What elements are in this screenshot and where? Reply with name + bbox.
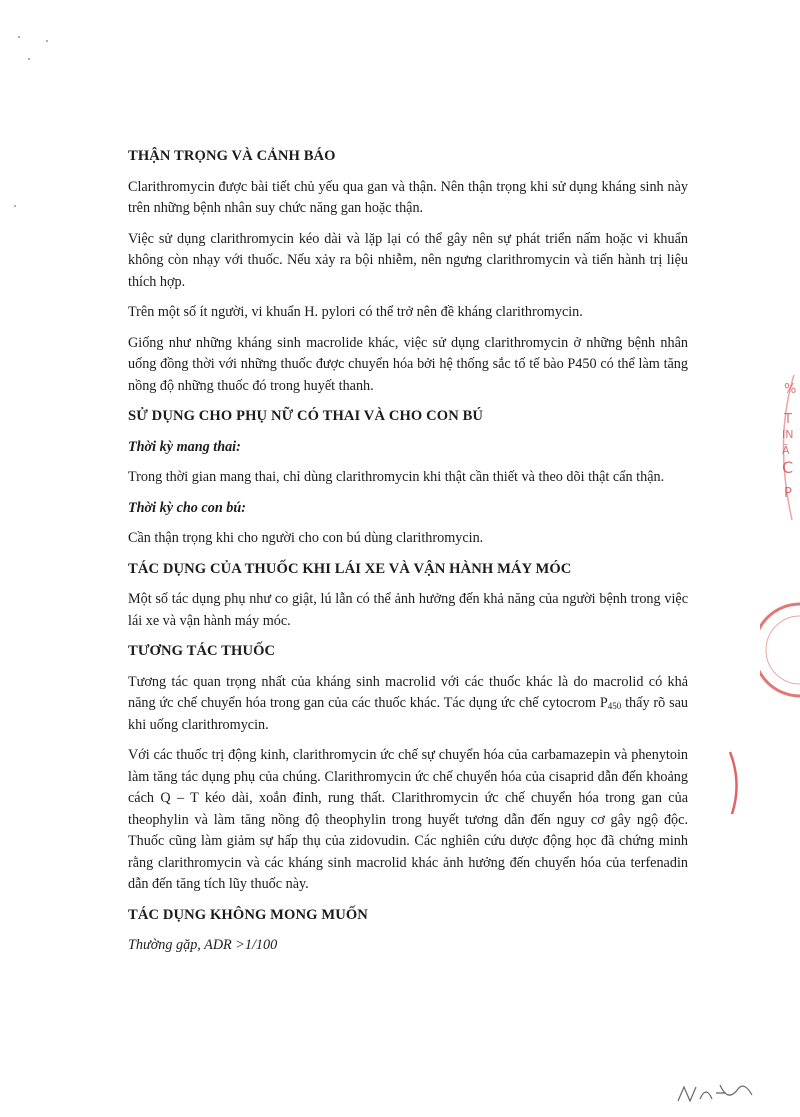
scan-dot xyxy=(28,58,30,60)
section-heading-driving: TÁC DỤNG CỦA THUỐC KHI LÁI XE VÀ VẬN HÀNH MÁY MÓC xyxy=(128,560,572,577)
stamp-mark-2: T xyxy=(784,412,792,427)
section-heading-adverse: TÁC DỤNG KHÔNG MONG MUỐN xyxy=(128,906,368,923)
stamp-mark-3: IN xyxy=(782,428,794,441)
interactions-p1-tail: thấy rõ sau khi uống clarithromycin. xyxy=(128,695,688,733)
p450-subscript: 450 xyxy=(607,701,622,711)
caution-paragraph-2: Việc sử dụng clarithromycin kéo dài và lặp lại có thể gây nên sự phát triển nấm hoặc vi khuẩn không còn nhạy với thuốc. Nếu xảy ra bội nhiễm, nên ngưng clarithromycin và tiến hành trị liệu thích hợp. xyxy=(128,230,688,290)
adverse-frequency-line: Thường gặp, ADR >1/100 xyxy=(128,937,278,953)
section-heading-interactions: TƯƠNG TÁC THUỐC xyxy=(128,643,276,659)
scan-dot xyxy=(46,40,48,42)
caution-paragraph-4: Giống như những kháng sinh macrolide khác, việc sử dụng clarithromycin ở những bệnh nhân uống đồng thời với những thuốc được chuyển hóa bởi hệ thống sắc tố tế bào P450 có thể làm tăng nồng độ những thuốc đó trong huyết thanh. xyxy=(128,334,688,394)
handwritten-signature xyxy=(674,1079,758,1107)
scan-dot xyxy=(18,36,20,38)
subheading-pregnancy-period: Thời kỳ mang thai: xyxy=(128,438,241,455)
subheading-breastfeeding-period: Thời kỳ cho con bú: xyxy=(128,499,246,516)
stamp-mark-6: P xyxy=(784,486,792,501)
stamp-mark-4: Ã xyxy=(782,444,790,457)
pregnancy-paragraph: Trong thời gian mang thai, chỉ dùng clarithromycin khi thật cần thiết và theo dõi thật cẩn thận. xyxy=(128,469,665,485)
stamp-mark-5: C xyxy=(782,458,794,477)
driving-paragraph: Một số tác dụng phụ như co giật, lú lẫn có thể ảnh hưởng đến khả năng của người bệnh trong việc lái xe và vận hành máy móc. xyxy=(128,591,688,629)
section-heading-caution: THẬN TRỌNG VÀ CẢNH BÁO xyxy=(128,148,336,164)
document-body xyxy=(128,146,688,957)
interactions-paragraph-2: Với các thuốc trị động kinh, clarithromycin ức chế sự chuyển hóa của carbamazepin và phenytoin làm tăng tác dụng phụ của chúng. Clarithromycin ức chế chuyển hóa của cisaprid dẫn đến khoảng cách Q – T kéo dài, xoắn đỉnh, rung thất. Clarithromycin ức chế chuyển hóa trong gan của theophylin và làm tăng nồng độ theophylin trong huyết tương dẫn đến nguy cơ gây ngộ độc. Thuốc cũng làm giảm sự hấp thụ của zidovudin. Các nghiên cứu dược động học đã chứng minh rằng clarithromycin và các kháng sinh macrolid khác ảnh hưởng đến chuyển hóa của terfenadin dẫn đến tăng tích lũy thuốc này. xyxy=(128,747,688,892)
interactions-p1-text: Tương tác quan trọng nhất của kháng sinh macrolid với các thuốc khác là do macrolid có khả năng ức chế chuyển hóa trong gan của các thuốc khác. Tác dụng ức chế cytocrom P xyxy=(128,673,688,711)
breastfeeding-paragraph: Cần thận trọng khi cho người cho con bú dùng clarithromycin. xyxy=(128,530,484,546)
scan-dot xyxy=(14,205,16,207)
round-seal-fragment xyxy=(760,600,800,700)
interactions-paragraph-1 xyxy=(128,672,688,737)
caution-paragraph-1: Clarithromycin được bài tiết chủ yếu qua gan và thận. Nên thận trọng khi sử dụng kháng sinh này trên những bệnh nhân suy chức năng gan hoặc thận. xyxy=(128,178,688,216)
stamp-mark-1: % xyxy=(784,382,797,397)
section-heading-pregnancy: SỬ DỤNG CHO PHỤ NỮ CÓ THAI VÀ CHO CON BÚ xyxy=(128,408,484,424)
caution-paragraph-3: Trên một số ít người, vi khuẩn H. pylori có thể trở nên đề kháng clarithromycin. xyxy=(128,304,583,320)
red-curve-mark xyxy=(726,748,746,818)
